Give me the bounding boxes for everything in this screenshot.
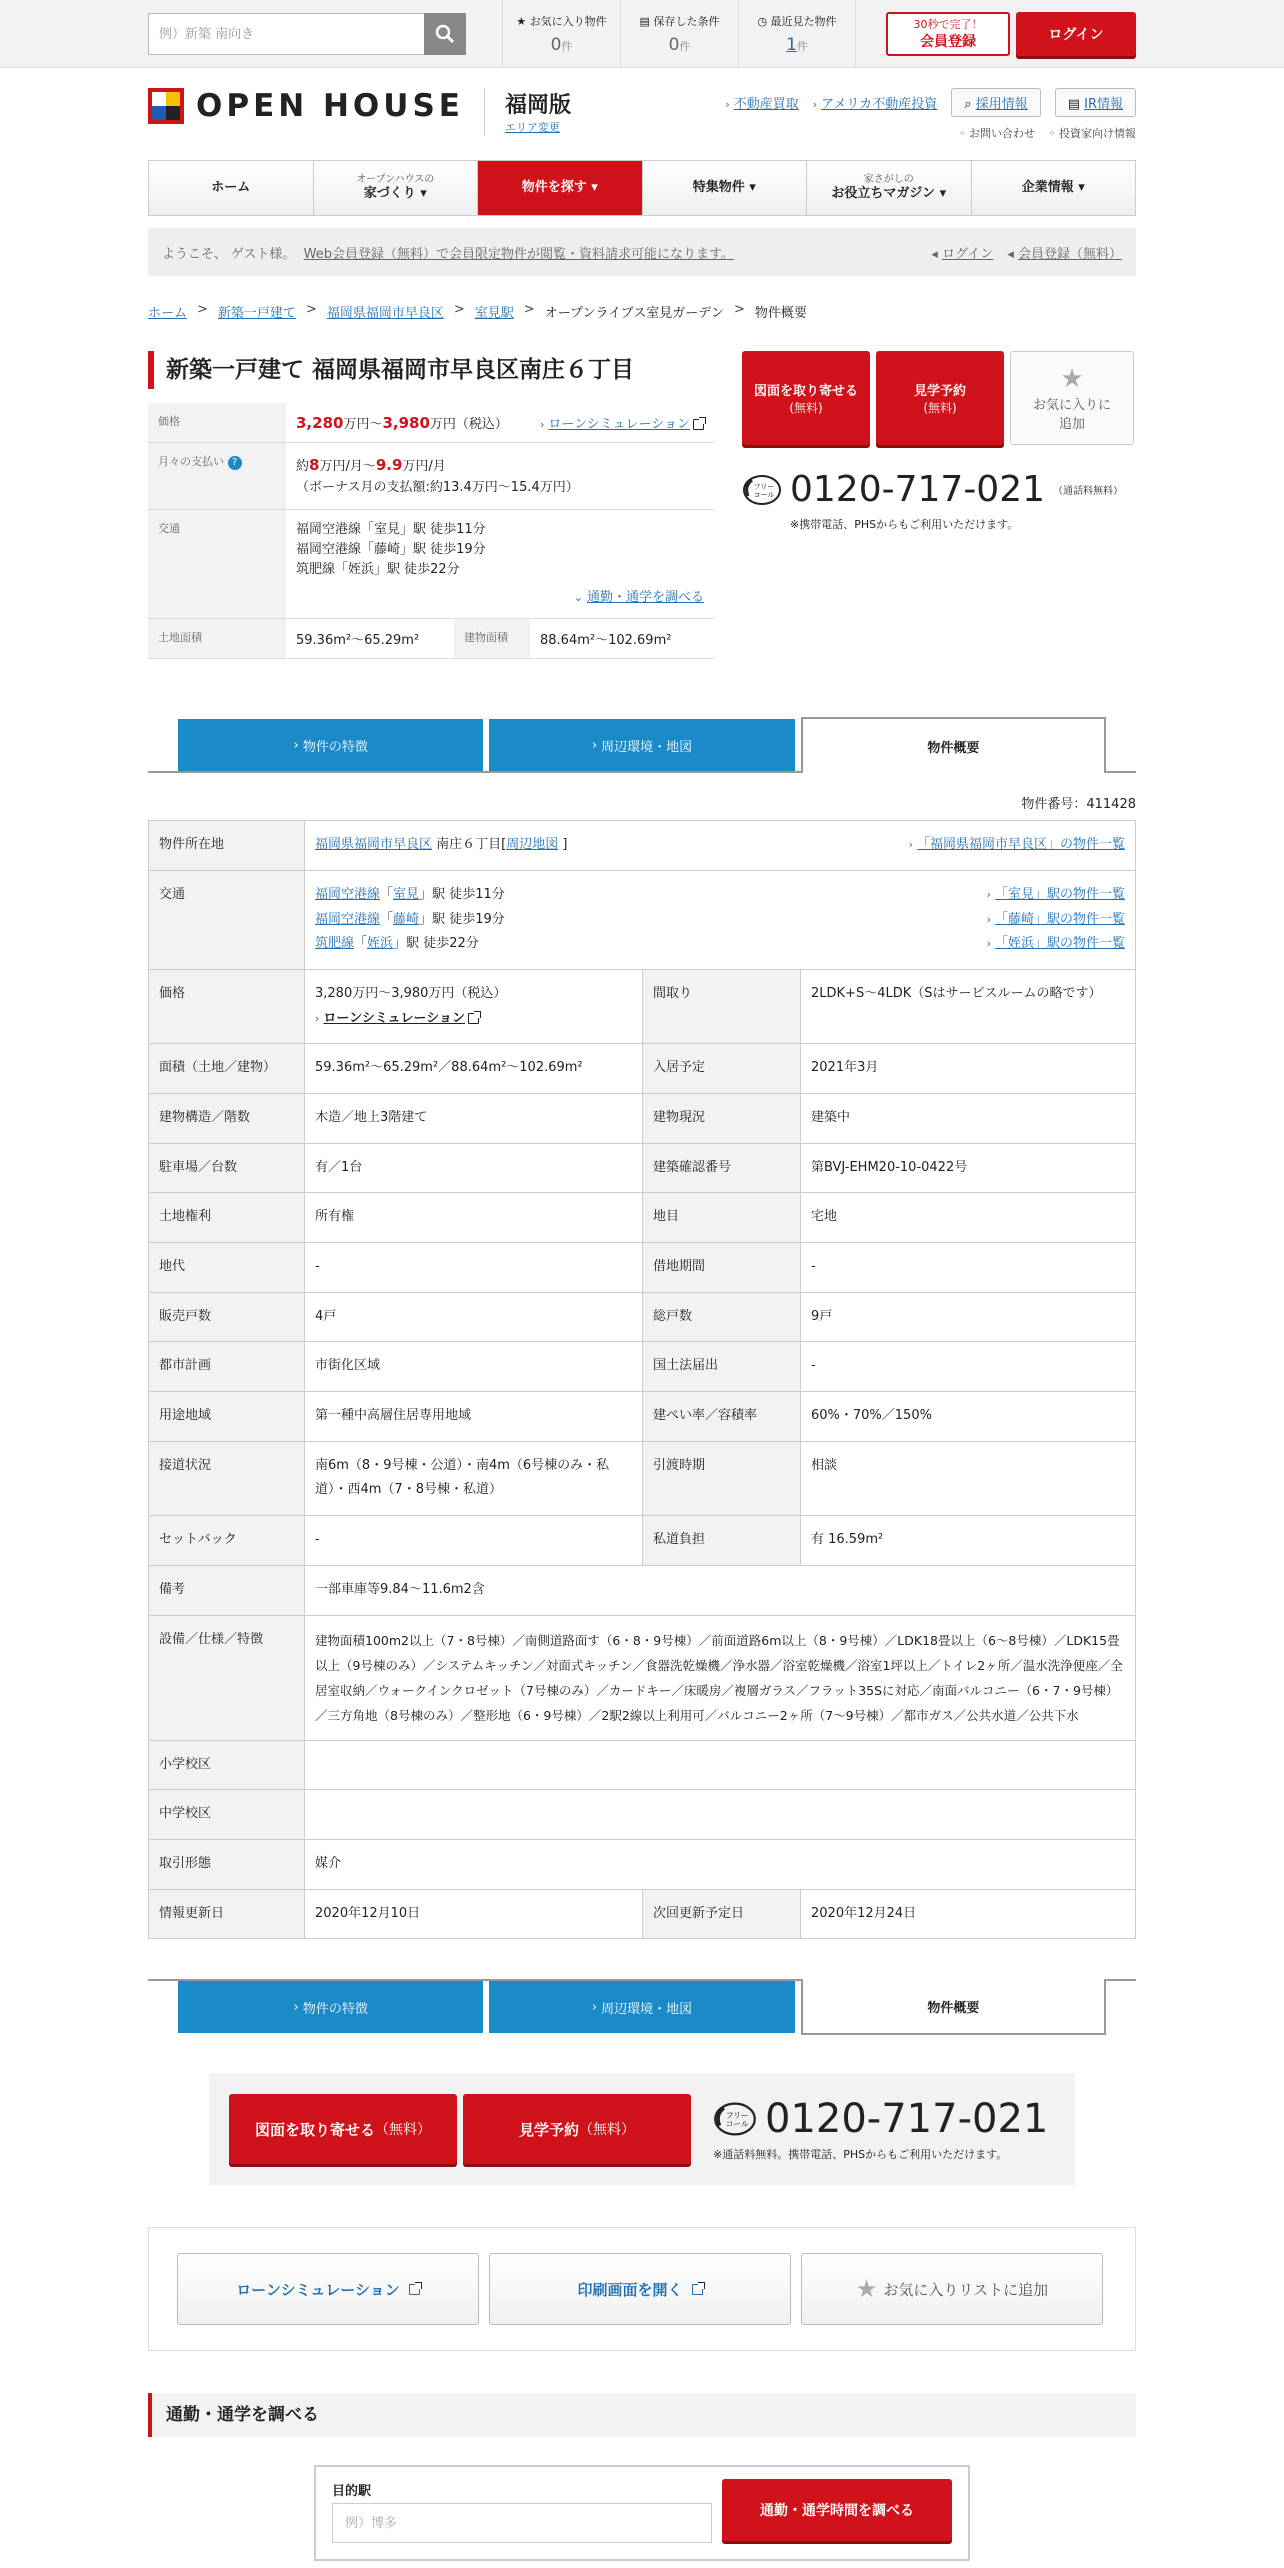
loan-sim-label: ローンシミュレーション xyxy=(236,2280,400,2299)
detail-header: 接道状況 xyxy=(149,1441,305,1515)
access-line: 福岡空港線「藤崎」駅 徒歩19分 xyxy=(296,541,486,557)
monthly-max: 9.9 xyxy=(375,456,403,474)
summary-header: 交通 xyxy=(148,509,286,619)
detail-header: 引渡時期 xyxy=(643,1441,801,1515)
location-link[interactable]: 福岡県福岡市早良区 xyxy=(315,837,433,853)
line-link[interactable]: 福岡空港線 xyxy=(315,911,381,927)
free-label: （無料） xyxy=(579,2122,635,2139)
chevron-right-icon: › xyxy=(539,418,545,431)
chevron-right-icon: › xyxy=(293,737,303,753)
freecall-icon xyxy=(742,474,782,506)
favorites-count: 0 xyxy=(550,35,562,55)
register-tagline: 30秒で完了！ xyxy=(913,18,983,31)
breadcrumb-item[interactable]: ホーム xyxy=(148,306,188,321)
caret-down-icon: ▾ xyxy=(749,179,756,195)
tab-environment[interactable] xyxy=(489,719,794,771)
next-update-value: 2020年12月24日 xyxy=(801,1889,1136,1939)
request-label: 図面を取り寄せる xyxy=(753,384,858,399)
external-link-icon xyxy=(692,2284,703,2295)
chevron-right-icon: › xyxy=(591,1999,602,2015)
register-button[interactable] xyxy=(886,12,1010,56)
detail-header: 面積（土地／建物） xyxy=(149,1044,305,1094)
document-icon: ▤ xyxy=(1067,97,1080,112)
detail-header: 建ぺい率／容積率 xyxy=(643,1392,801,1442)
detail-value: - xyxy=(305,1243,643,1293)
nav-mag-label: お役立ちマガジン xyxy=(831,186,936,202)
search-icon xyxy=(435,24,455,44)
monthly-unit: 万円/月～ xyxy=(319,459,376,474)
request-plan-button[interactable] xyxy=(742,351,870,445)
area-change-link[interactable]: エリア変更 xyxy=(504,121,560,134)
breadcrumb-item[interactable]: 新築一戸建て xyxy=(217,306,296,321)
detail-header: 間取り xyxy=(643,969,801,1043)
add-favorite-list-button[interactable] xyxy=(801,2253,1103,2325)
add-favorite-button[interactable] xyxy=(1010,351,1134,445)
login-button[interactable]: ログイン xyxy=(1016,12,1136,56)
free-label: （無料） xyxy=(375,2122,431,2139)
detail-header: 地代 xyxy=(149,1243,305,1293)
site-header xyxy=(0,68,1284,160)
print-button[interactable] xyxy=(489,2253,791,2325)
summary-header: 建物面積 xyxy=(454,619,530,658)
detail-tabs xyxy=(148,717,1136,773)
search-icon: ⌕ xyxy=(964,97,972,112)
breadcrumb-separator: > xyxy=(733,302,745,317)
favorite-label: お気に入りに追加 xyxy=(1032,398,1111,432)
detail-table xyxy=(148,820,1136,1939)
detail-value: 市街化区域 xyxy=(305,1342,643,1392)
contact-label: お問い合わせ xyxy=(969,127,1035,140)
phone-note: ※携帯電話、PHSからもご利用いただけます。 xyxy=(790,518,1019,531)
ir-label: IR情報 xyxy=(1084,97,1123,112)
loan-sim-link[interactable]: ローンシミュレーション xyxy=(548,417,690,432)
line-link[interactable]: 福岡空港線 xyxy=(315,886,381,902)
nav-company[interactable] xyxy=(972,161,1136,215)
detail-header: 情報更新日 xyxy=(149,1889,305,1939)
price-max: 3,980 xyxy=(382,414,430,432)
trade-type-value: 媒介 xyxy=(305,1839,1136,1889)
tab-features[interactable] xyxy=(178,1981,483,2033)
commute-search-button[interactable]: 通勤・通学時間を調べる xyxy=(722,2479,952,2541)
global-nav xyxy=(148,160,1136,216)
detail-header: 土地権利 xyxy=(149,1193,305,1243)
detail-header: セットバック xyxy=(149,1516,305,1566)
walk-time: 駅 徒歩22分 xyxy=(406,936,479,952)
detail-value: 南6m（8・9号棟・公道）・南4m（6号棟のみ・私道）・西4m（7・8号棟・私道） xyxy=(305,1441,643,1515)
tools-box xyxy=(148,2227,1136,2351)
access-row: › 「室見」駅の物件一覧 福岡空港線「室見」駅 徒歩11分 xyxy=(315,886,1125,902)
chevron-right-icon: › xyxy=(986,912,991,926)
detail-header: 備考 xyxy=(149,1565,305,1615)
detail-value: 2LDK+S～4LDK（Sはサービスルームの略です） xyxy=(801,969,1136,1043)
detail-value: 59.36m²～65.29m²／88.64m²～102.69m² xyxy=(305,1044,643,1094)
detail-value: - xyxy=(801,1243,1136,1293)
detail-value: 木造／地上3階建て xyxy=(305,1093,643,1143)
caret-down-icon: ▾ xyxy=(939,186,947,202)
access-line: 筑肥線「姪浜」駅 徒歩22分 xyxy=(296,561,460,577)
search-input[interactable]: 例）新築 南向き xyxy=(148,13,424,55)
access-line: 福岡空港線「室見」駅 徒歩11分 xyxy=(296,521,486,537)
detail-header: 価格 xyxy=(149,969,305,1043)
nav-house[interactable] xyxy=(314,161,479,215)
detail-value: 建築中 xyxy=(801,1093,1136,1143)
favorites-label: お気に入り物件 xyxy=(529,15,607,28)
tab-features[interactable] xyxy=(178,719,483,771)
welcome-register-label: 会員登録（無料） xyxy=(1017,246,1122,262)
phone-number[interactable]: 0120-717-021 xyxy=(790,469,1046,510)
detail-value: - xyxy=(801,1342,1136,1392)
visit-label: 見学予約 xyxy=(913,384,966,399)
external-link-icon xyxy=(409,2284,420,2295)
walk-time: 駅 徒歩11分 xyxy=(432,886,505,902)
welcome-login-label: ログイン xyxy=(941,246,994,262)
tab-label: 物件概要 xyxy=(927,740,980,756)
loan-sim-button[interactable] xyxy=(177,2253,479,2325)
tab-overview[interactable] xyxy=(801,717,1106,773)
nav-home-label: ホーム xyxy=(211,179,251,195)
detail-header: 国土法届出 xyxy=(643,1342,801,1392)
free-label: (無料) xyxy=(923,401,957,415)
help-icon[interactable]: ? xyxy=(228,456,242,470)
contact-cta xyxy=(209,2073,1075,2185)
detail-value: 有 16.59m² xyxy=(801,1516,1136,1566)
detail-value: 相談 xyxy=(801,1441,1136,1515)
cta-phone-block xyxy=(713,2096,1048,2162)
nav-search-label: 物件を探す xyxy=(521,179,587,195)
station-link[interactable]: 姪浜 xyxy=(367,936,394,952)
price-min: 3,280 xyxy=(296,414,344,432)
ir-button[interactable] xyxy=(1055,88,1136,117)
page-title: 新築一戸建て 福岡県福岡市早良区南庄６丁目 xyxy=(148,351,714,389)
tab-label: 周辺環境・地図 xyxy=(601,2001,693,2017)
star-icon: ★ xyxy=(855,2275,878,2304)
visit-reserve-button[interactable] xyxy=(876,351,1004,445)
favorite-list-label: お気に入りリストに追加 xyxy=(883,2280,1049,2299)
detail-header: 物件所在地 xyxy=(149,821,305,871)
destination-input[interactable]: 例）博多 xyxy=(332,2503,712,2543)
map-link[interactable]: 周辺地図 xyxy=(506,837,559,853)
detail-header: 私道負担 xyxy=(643,1516,801,1566)
detail-header: 駐車場／台数 xyxy=(149,1143,305,1193)
loan-sim-link[interactable]: ローンシミュレーション xyxy=(323,1010,466,1026)
detail-value: - xyxy=(305,1516,643,1566)
summary-header: 価格 xyxy=(148,403,286,443)
breadcrumb-separator: > xyxy=(305,302,317,317)
nav-mag-sub: 家さがしの xyxy=(863,174,914,186)
station-link[interactable]: 藤崎 xyxy=(393,911,420,927)
detail-header: 中学校区 xyxy=(149,1790,305,1840)
welcome-bar xyxy=(148,228,1136,276)
breadcrumb-item[interactable]: 福岡県福岡市早良区 xyxy=(326,306,444,321)
welcome-text: ようこそ、 ゲスト様。 xyxy=(162,246,296,262)
svg-text:コール: コール xyxy=(753,490,775,499)
svg-text:フリー: フリー xyxy=(753,482,775,491)
property-number: 物件番号：411428 xyxy=(1021,797,1136,813)
detail-header: 販売戸数 xyxy=(149,1292,305,1342)
saved-conditions-counter[interactable] xyxy=(620,0,738,68)
detail-value: 2021年3月 xyxy=(801,1044,1136,1094)
investor-link[interactable]: ◦ 投資家向け情報 xyxy=(1049,127,1136,140)
detail-header: 建物現況 xyxy=(643,1093,801,1143)
chevron-right-icon: › xyxy=(908,838,913,852)
contact-link[interactable]: ◦ お問い合わせ xyxy=(959,127,1035,140)
land-area: 59.36m²～65.29m² xyxy=(296,633,420,649)
building-area: 88.64m²～102.69m² xyxy=(540,633,672,649)
print-label: 印刷画面を開く xyxy=(577,2280,683,2299)
breadcrumb-separator: > xyxy=(453,302,465,317)
detail-header: 建物構造／階数 xyxy=(149,1093,305,1143)
monthly-min: 8 xyxy=(309,456,320,474)
detail-tabs-bottom xyxy=(148,1979,1136,2035)
access-row: › 「藤崎」駅の物件一覧 福岡空港線「藤崎」駅 徒歩19分 xyxy=(315,911,1125,927)
detail-header: 建築確認番号 xyxy=(643,1143,801,1193)
commute-form xyxy=(314,2465,970,2561)
clock-icon: ◷ xyxy=(757,15,768,28)
caret-down-icon: ▾ xyxy=(1078,179,1085,195)
count-unit: 件 xyxy=(679,40,691,53)
svg-text:フリー: フリー xyxy=(725,2111,749,2121)
chevron-right-icon: › xyxy=(293,1999,303,2015)
station-link[interactable]: 室見 xyxy=(393,886,420,902)
search-button[interactable] xyxy=(424,13,466,55)
location-bracket: ] xyxy=(562,837,568,853)
free-label: (無料) xyxy=(789,401,823,415)
detail-header: 次回更新予定日 xyxy=(643,1889,801,1939)
recent-label: 最近見た物件 xyxy=(770,15,837,28)
updated-date-value: 2020年12月10日 xyxy=(305,1889,643,1939)
commute-link[interactable]: 通勤・通学を調べる xyxy=(586,590,704,606)
detail-header: 交通 xyxy=(149,870,305,969)
detail-value: 9戸 xyxy=(801,1292,1136,1342)
breadcrumb-separator: > xyxy=(197,302,208,317)
detail-header: 総戸数 xyxy=(643,1292,801,1342)
top-bar xyxy=(0,0,1284,68)
visit-reserve-button[interactable] xyxy=(463,2094,691,2164)
caret-down-icon: ▾ xyxy=(591,179,598,195)
request-label: 図面を取り寄せる xyxy=(254,2120,375,2139)
nav-search[interactable] xyxy=(478,161,643,215)
phone-block xyxy=(742,469,1136,510)
recruit-label: 採用情報 xyxy=(975,97,1028,112)
detail-header: 都市計画 xyxy=(149,1342,305,1392)
recruit-button[interactable] xyxy=(951,88,1040,117)
price-unit: 万円（税込） xyxy=(429,417,508,432)
station-list-link[interactable]: 「姪浜」駅の物件一覧 xyxy=(994,936,1125,952)
register-label: 会員登録 xyxy=(920,33,976,50)
summary-header: 月々の支払い xyxy=(158,455,224,468)
breadcrumb-item: オープンライブス室見ガーデン xyxy=(544,306,724,321)
buy-link[interactable]: 不動産買取 xyxy=(733,97,799,112)
price-unit: 万円～ xyxy=(343,417,383,432)
area-list-link[interactable]: 「福岡県福岡市早良区」の物件一覧 xyxy=(916,837,1125,853)
breadcrumb-item[interactable]: 室見駅 xyxy=(474,306,514,321)
detail-value: 60%・70%／150% xyxy=(801,1392,1136,1442)
saved-count: 0 xyxy=(668,35,680,55)
commute-section-title: 通勤・通学を調べる xyxy=(148,2393,1136,2437)
detail-header: 設備／仕様／特徴 xyxy=(149,1615,305,1740)
saved-label: 保存した条件 xyxy=(653,15,720,28)
phone-free-note: （通話料無料） xyxy=(1053,486,1124,497)
welcome-login-link[interactable]: ◂ ログイン xyxy=(931,246,994,262)
station-list-link[interactable]: 「室見」駅の物件一覧 xyxy=(994,886,1125,902)
logo[interactable] xyxy=(148,88,464,124)
chevron-right-icon: › xyxy=(986,887,991,901)
breadcrumb-separator: > xyxy=(523,302,535,317)
svg-text:コール: コール xyxy=(725,2119,749,2129)
freecall-icon xyxy=(713,2101,757,2137)
breadcrumb-current: 物件概要 xyxy=(754,306,807,321)
tab-overview[interactable] xyxy=(801,1979,1106,2035)
detail-value: 所有権 xyxy=(305,1193,643,1243)
detail-header: 借地期間 xyxy=(643,1243,801,1293)
detail-value: 宅地 xyxy=(801,1193,1136,1243)
tab-label: 物件の特徴 xyxy=(302,739,368,755)
junior-school-value xyxy=(305,1790,1136,1840)
line-link[interactable]: 筑肥線 xyxy=(315,936,355,952)
station-list-link[interactable]: 「藤崎」駅の物件一覧 xyxy=(994,911,1125,927)
tab-label: 物件概要 xyxy=(927,2000,980,2016)
chevron-right-icon: › xyxy=(315,1011,320,1025)
elementary-school-value xyxy=(305,1740,1136,1790)
nav-house-sub: オープンハウスの xyxy=(356,174,435,186)
access-row: › 「姪浜」駅の物件一覧 筑肥線「姪浜」駅 徒歩22分 xyxy=(315,936,1125,952)
nav-magazine[interactable] xyxy=(807,161,972,215)
nav-special[interactable] xyxy=(643,161,808,215)
edition-title: 福岡版 xyxy=(504,93,571,118)
monthly-bonus: （ボーナス月の支払額:約13.4万円～15.4万円） xyxy=(296,479,579,495)
nav-house-label: 家づくり xyxy=(363,186,416,202)
request-plan-button[interactable] xyxy=(229,2094,457,2164)
investor-label: 投資家向け情報 xyxy=(1059,127,1136,140)
external-link-icon xyxy=(693,419,704,430)
recent-count[interactable]: 1 xyxy=(786,35,797,55)
summary-table xyxy=(148,403,714,659)
remarks-value: 一部車庫等9.84～11.6m2含 xyxy=(305,1565,1136,1615)
us-invest-link[interactable]: アメリカ不動産投資 xyxy=(821,97,938,112)
detail-header: 小学校区 xyxy=(149,1740,305,1790)
nav-home[interactable] xyxy=(149,161,314,215)
tab-environment[interactable] xyxy=(489,1981,794,2033)
chevron-right-icon: › xyxy=(986,937,991,951)
detail-value: 第BVJ-EHM20-10-0422号 xyxy=(801,1143,1136,1193)
phone-number[interactable]: 0120-717-021 xyxy=(765,2096,1049,2143)
detail-value: 有／1台 xyxy=(305,1143,643,1193)
edition xyxy=(484,88,571,136)
destination-label: 目的駅 xyxy=(332,2484,372,2500)
logo-mark-icon xyxy=(148,88,184,124)
chevron-right-icon: › xyxy=(812,98,818,111)
detail-header: 入居予定 xyxy=(643,1044,801,1094)
recent-viewed-counter[interactable] xyxy=(738,0,856,68)
count-unit: 件 xyxy=(796,40,808,53)
tab-label: 周辺環境・地図 xyxy=(601,739,693,755)
logo-text: OPEN HOUSE xyxy=(196,88,464,124)
member-benefit-link[interactable]: Web会員登録（無料）で会員限定物件が閲覧・資料請求可能になります。 xyxy=(303,246,734,262)
external-link-icon xyxy=(468,1013,479,1024)
location-text: 南庄６丁目[ xyxy=(436,837,507,853)
document-icon: ▤ xyxy=(639,15,650,28)
detail-value: 3,280万円～3,980万円（税込） xyxy=(315,985,507,1001)
favorites-counter[interactable] xyxy=(502,0,620,68)
welcome-register-link[interactable]: ◂ 会員登録（無料） xyxy=(1007,246,1122,262)
count-unit: 件 xyxy=(561,40,573,53)
nav-company-label: 企業情報 xyxy=(1021,179,1074,195)
monthly-unit: 万円/月 xyxy=(402,459,446,474)
chevron-right-icon: › xyxy=(591,737,602,753)
chevron-right-icon: › xyxy=(725,98,730,111)
summary-header: 土地面積 xyxy=(148,619,286,659)
nav-special-label: 特集物件 xyxy=(692,179,745,195)
tab-label: 物件の特徴 xyxy=(302,2001,368,2017)
chevron-down-icon: ⌄ xyxy=(573,591,583,605)
detail-value: 第一種中高層住居専用地域 xyxy=(305,1392,643,1442)
monthly-prefix: 約 xyxy=(296,459,310,474)
detail-header: 地目 xyxy=(643,1193,801,1243)
star-icon: ★ xyxy=(1060,364,1084,394)
site-search xyxy=(148,13,466,55)
detail-header: 取引形態 xyxy=(149,1839,305,1889)
breadcrumb xyxy=(148,302,1136,321)
phone-note: ※通話料無料。携帯電話、PHSからもご利用いただけます。 xyxy=(713,2148,1008,2162)
detail-header: 用途地域 xyxy=(149,1392,305,1442)
visit-label: 見学予約 xyxy=(518,2120,579,2139)
walk-time: 駅 徒歩19分 xyxy=(432,911,505,927)
caret-down-icon: ▾ xyxy=(420,186,427,202)
star-icon: ★ xyxy=(516,15,527,28)
detail-value: 4戸 xyxy=(305,1292,643,1342)
equipment-value: 建物面積100m2以上（7・8号棟）／南側道路面す（6・8・9号棟）／前面道路6m以上（8・9号棟）／LDK18畳以上（6～8号棟）／LDK15畳以上（9号棟のみ）／システムキッチン／対面式キッチン／食器洗乾燥機／浄水器／浴室乾燥機／浴室1坪以上／トイレ2ヶ所／温水洗浄便座／全居室収納／ウォークインクロゼット（7号棟のみ）／カードキー／床暖房／複層ガラス／フラット35Sに対応／南面バルコニー（6・7・9号棟）／三方角地（8号棟のみ）／整形地（6・9号棟）／2駅2線以上利用可／バルコニー2ヶ所（7～9号棟）／都市ガス／公共水道／公共下水 xyxy=(305,1615,1136,1740)
